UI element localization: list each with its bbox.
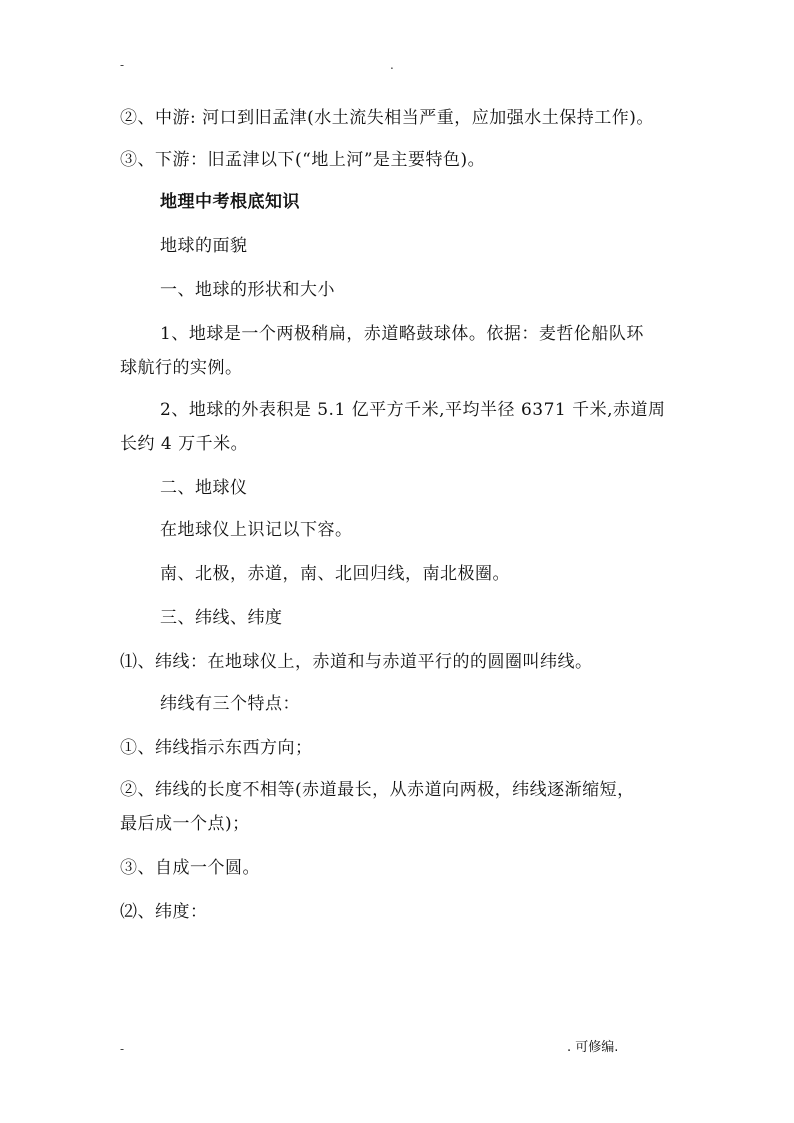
section-latitude: 三、纬线、纬度 — [160, 608, 283, 628]
item-2-line-2: 长约 4 万千米。 — [120, 434, 249, 454]
header-left-mark: - — [120, 58, 125, 72]
item-1-line-2: 球航行的实例。 — [120, 358, 243, 378]
latitude-degree: ⑵、纬度： — [120, 902, 208, 922]
footer-note: . 可修编. — [567, 1040, 619, 1055]
globe-items: 南、北极，赤道，南、北回归线，南北极圈。 — [160, 564, 510, 584]
footer-left-mark: - — [120, 1042, 125, 1056]
latitude-definition: ⑴、纬线：在地球仪上，赤道和与赤道平行的的圆圈叫纬线。 — [120, 652, 593, 672]
section-globe: 二、地球仪 — [160, 478, 248, 498]
section-heading: 地理中考根底知识 — [160, 192, 300, 212]
subtitle: 地球的面貌 — [160, 236, 248, 256]
section-shape-size: 一、地球的形状和大小 — [160, 280, 335, 300]
item-2-line-1: 2、地球的外表积是 5.1 亿平方千米,平均半径 6371 千米,赤道周 — [160, 400, 666, 420]
header-center-mark: . — [390, 58, 394, 72]
paragraph-middle-reach: ②、中游: 河口到旧孟津(水土流失相当严重，应加强水土保持工作)。 — [120, 108, 654, 128]
feature-2-line-1: ②、纬线的长度不相等(赤道最长，从赤道向两极，纬线逐渐缩短， — [120, 780, 635, 800]
feature-2-line-2: 最后成一个点)； — [120, 814, 250, 834]
latitude-features-intro: 纬线有三个特点： — [160, 694, 300, 714]
feature-3: ③、自成一个圆。 — [120, 858, 260, 878]
paragraph-lower-reach: ③、下游：旧孟津以下(“地上河”是主要特色)。 — [120, 150, 486, 170]
globe-intro: 在地球仪上识记以下容。 — [160, 520, 353, 540]
feature-1: ①、纬线指示东西方向； — [120, 738, 313, 758]
item-1-line-1: 1、地球是一个两极稍扁，赤道略鼓球体。依据：麦哲伦船队环 — [160, 324, 644, 344]
